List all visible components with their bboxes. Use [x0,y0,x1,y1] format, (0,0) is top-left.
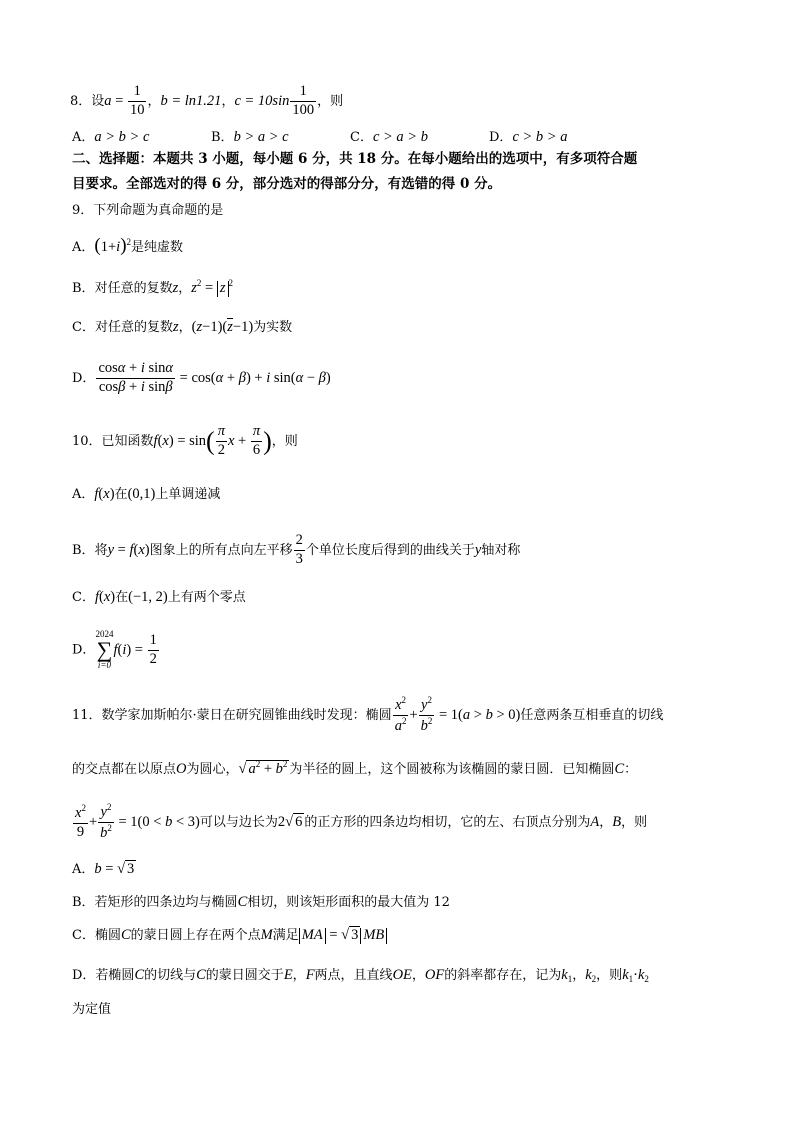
q10-option-d[interactable]: D．2024 ∑ i=0f(i) = $\frac{1}{2}$ [72,629,157,670]
q8-option-a[interactable]: A．a > b > c [72,129,150,145]
q10-option-c[interactable]: C．f(x)在(−1, 2)上有两个零点 [72,589,246,605]
q10-option-a[interactable]: A．f(x)在(0,1)上单调递减 [72,486,221,502]
q11-stem-line1: 11．数学家加斯帕尔·蒙日在研究圆锥曲线时发现：椭圆 $\frac{x^2}{a^2}$ + $\frac{y^2}{b^2}$ = 1(a > b > 0)任意两条互相垂直的切线 [72,695,664,734]
section2-heading-line2: 目要求。全部选对的得 6 分，部分选对的得部分分，有选错的得 0 分。 [72,176,502,192]
q11-option-d[interactable]: D．若椭圆C的切线与C的蒙日圆交于E，F两点，且直线OE，OF的斜率都存在，记为$k_1$，$k_2$，则$k_1\cdot k_2$ [72,967,649,984]
q8-option-b[interactable]: B．b > a > c [211,129,289,145]
section2-heading-line1: 二、选择题：本题共 3 小题，每小题 6 分，共 18 分。在每小题给出的选项中，有多项符合题 [72,151,638,167]
q9-option-d[interactable]: D． $\frac{\text{cosα + i sinα}}{\text{cosβ + i sinβ}}$ = cos(α + β) + i sin(α − β) [72,360,331,395]
q11-option-b[interactable]: B．若矩形的四条边均与椭圆C相切，则该矩形面积的最大值为 12 [72,894,450,910]
q9-option-a[interactable]: A．$(1+i)^2$是纯虚数 [72,235,184,256]
q8-options [72,130,628,145]
q8-option-d[interactable]: D．c > b > a [489,129,568,145]
q8-a-fraction: $\frac{1}{10}$ [129,83,145,118]
q8-option-c[interactable]: C．c > a > b [350,129,428,145]
q10-stem: 10．已知函数f(x) = sin( $\frac{\pi}{2}$ x + $\frac{\pi}{6}$ )，则 [72,423,298,458]
q9-option-b[interactable]: B．对任意的复数z，$z^2 = z$ $^2$ [72,278,233,296]
sqrt-a2-b2: √ $a^2 + b^2$ [238,759,288,777]
q11-option-c[interactable]: C．椭圆C的蒙日圆上存在两个点M满足 MA = √ 3 MB [72,928,387,944]
summation-symbol: 2024 ∑ i=0 [95,629,114,670]
q8-c-fraction: $\frac{1}{100}$ [292,83,315,118]
q8-stem: 8．设a = $\frac{1}{10}$ ，b = ln1.21，c = 10sin $\frac{1}{100}$ ，则 [70,83,344,118]
q11-option-a[interactable]: A．b = √ 3 [72,861,135,877]
q9-stem: 9．下列命题为真命题的是 [72,203,224,218]
q11-stem-line3: $\frac{x^2}{9}$ + $\frac{y^2}{b^2}$ = 1(0 < b < 3)可以与边长为2√ 6 的正方形的四条边均相切，它的左、右顶点分别为A，B，则 [75,802,648,841]
q9-option-c[interactable]: C．对任意的复数z，(z−1)(z−1)为实数 [72,319,293,335]
q11-stem-line2: 的交点都在以原点O为圆心，√ $a^2 + b^2$ 为半径的圆上，这个圆被称为该椭圆的蒙日圆．已知椭圆C： [72,759,638,777]
q10-option-b[interactable]: B．将y = f(x)图象上的所有点向左平移 $\frac{2}{3}$ 个单位长度后得到的曲线关于y轴对称 [72,532,521,567]
q11-option-d-line2: 为定值 [72,1002,112,1017]
q9-d-fraction: $\frac{\text{cosα + i sinα}}{\text{cosβ + i sinβ}}$ [98,360,174,395]
